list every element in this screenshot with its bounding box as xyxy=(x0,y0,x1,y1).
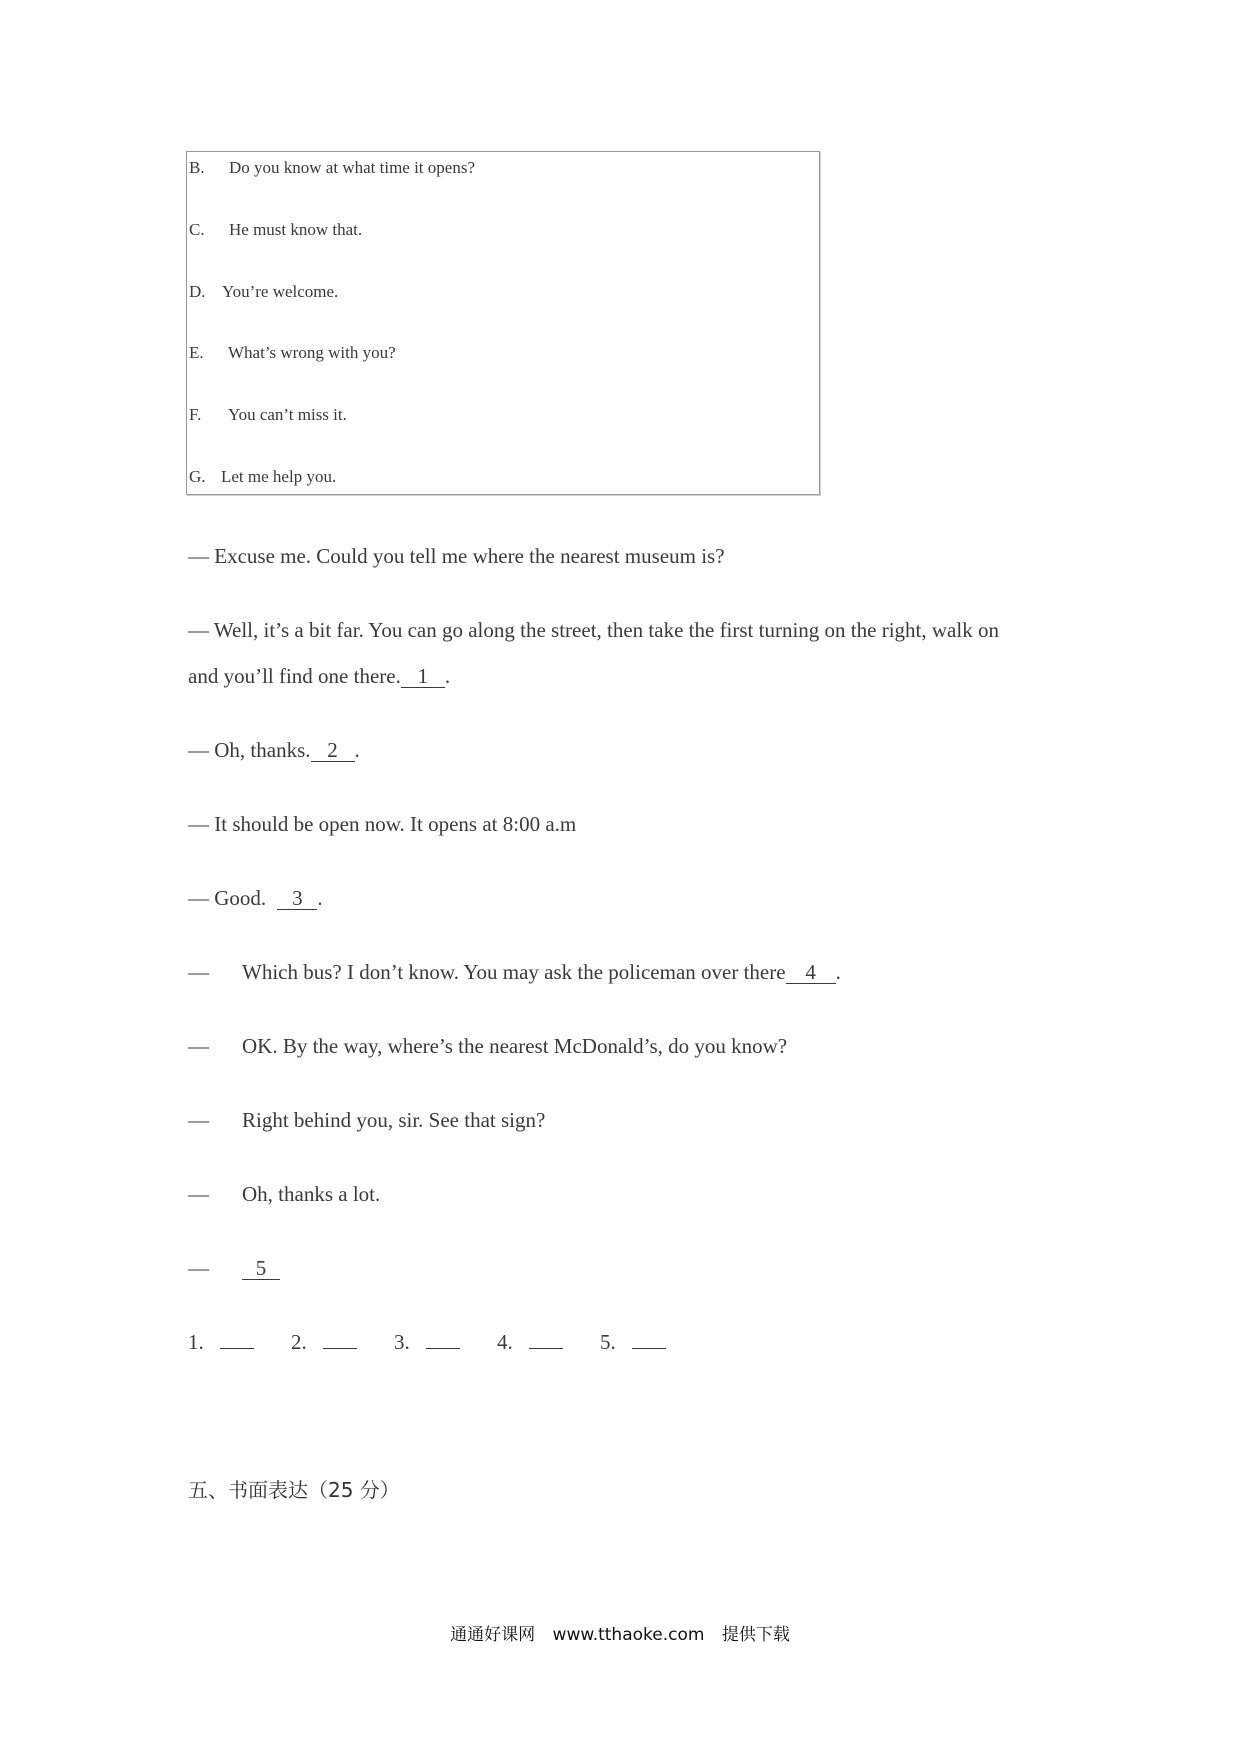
dash: — xyxy=(188,1182,209,1206)
option-letter: F. xyxy=(189,405,202,424)
option-text: Do you know at what time it opens? xyxy=(229,158,475,177)
dialogue-line-10 xyxy=(188,1256,1088,1286)
option-letter: B. xyxy=(189,158,205,177)
page-footer xyxy=(0,1620,1240,1645)
option-letter: C. xyxy=(189,220,205,239)
answer-number: 2. xyxy=(291,1330,307,1354)
dialogue-line-7 xyxy=(188,1034,1088,1064)
answer-item xyxy=(497,1330,579,1354)
answer-blank-2[interactable] xyxy=(323,1330,357,1349)
option-text: You’re welcome. xyxy=(222,282,339,301)
dialogue-text: and you’ll find one there. xyxy=(188,664,401,688)
dash: — xyxy=(188,960,209,984)
section-title: 五、书面表达（25 分） xyxy=(188,1478,400,1502)
option-text: What’s wrong with you? xyxy=(228,343,396,362)
blank-1[interactable]: 1 xyxy=(401,665,445,688)
answer-blank-4[interactable] xyxy=(529,1330,563,1349)
dialogue-line-3 xyxy=(188,738,360,763)
period: . xyxy=(317,886,323,910)
dialogue-line-2b xyxy=(188,664,450,689)
dash: — xyxy=(188,1034,209,1058)
dialogue-line-4: — It should be open now. It opens at 8:00 a.m xyxy=(188,812,577,836)
option-letter: E. xyxy=(189,343,204,362)
footer-url[interactable]: www.tthaoke.com xyxy=(552,1625,705,1645)
option-f xyxy=(189,405,347,425)
answer-number: 1. xyxy=(188,1330,204,1354)
answer-number: 3. xyxy=(394,1330,410,1354)
footer-note: 提供下载 xyxy=(721,1625,790,1645)
blank-4[interactable]: 4 xyxy=(786,961,836,984)
dialogue-text: OK. By the way, where’s the nearest McDonald’s, do you know? xyxy=(242,1034,788,1058)
answer-blank-3[interactable] xyxy=(426,1330,460,1349)
dialogue-line-5 xyxy=(188,886,323,911)
answer-row xyxy=(188,1330,698,1355)
answer-number: 5. xyxy=(600,1330,616,1354)
option-c xyxy=(189,220,362,240)
option-letter: G. xyxy=(189,467,206,486)
option-e xyxy=(189,343,396,363)
option-letter: D. xyxy=(189,282,206,301)
dialogue-line-2a: — Well, it’s a bit far. You can go along the street, then take the first turning on the right, walk on xyxy=(188,618,999,642)
dialogue-line-6 xyxy=(188,960,1088,990)
dialogue-text: Right behind you, sir. See that sign? xyxy=(242,1108,546,1132)
answer-item xyxy=(394,1330,476,1354)
dialogue-line-9 xyxy=(188,1182,1088,1212)
option-g xyxy=(189,467,336,487)
options-box xyxy=(186,151,820,495)
blank-3[interactable]: 3 xyxy=(277,887,317,910)
blank-2[interactable]: 2 xyxy=(311,739,355,762)
option-d xyxy=(189,282,338,302)
answer-blank-5[interactable] xyxy=(632,1330,666,1349)
dash: — xyxy=(188,1256,209,1280)
blank-5[interactable]: 5 xyxy=(242,1257,280,1280)
dialogue-line-8 xyxy=(188,1108,1088,1138)
answer-number: 4. xyxy=(497,1330,513,1354)
dialogue-text: Which bus? I don’t know. You may ask the policeman over there xyxy=(242,960,786,984)
dash: — xyxy=(188,1108,209,1132)
dialogue-text: — Oh, thanks. xyxy=(188,738,311,762)
dialogue-text: — Good. xyxy=(188,886,267,910)
answer-item xyxy=(291,1330,373,1354)
footer-site-name: 通通好课网 xyxy=(450,1625,536,1645)
period: . xyxy=(354,738,360,762)
period: . xyxy=(444,664,451,688)
dialogue-line-1: — Excuse me. Could you tell me where the nearest museum is? xyxy=(188,544,725,568)
option-b xyxy=(189,158,475,178)
period: . xyxy=(835,960,841,984)
answer-item xyxy=(188,1330,270,1354)
option-text: He must know that. xyxy=(229,220,363,239)
answer-item xyxy=(600,1330,682,1354)
dialogue-text-10 xyxy=(242,1256,280,1281)
option-text: Let me help you. xyxy=(221,467,337,486)
dialogue-text: Oh, thanks a lot. xyxy=(242,1182,381,1206)
dialogue-text-6 xyxy=(242,960,841,985)
answer-blank-1[interactable] xyxy=(220,1330,254,1349)
option-text: You can’t miss it. xyxy=(228,405,347,424)
